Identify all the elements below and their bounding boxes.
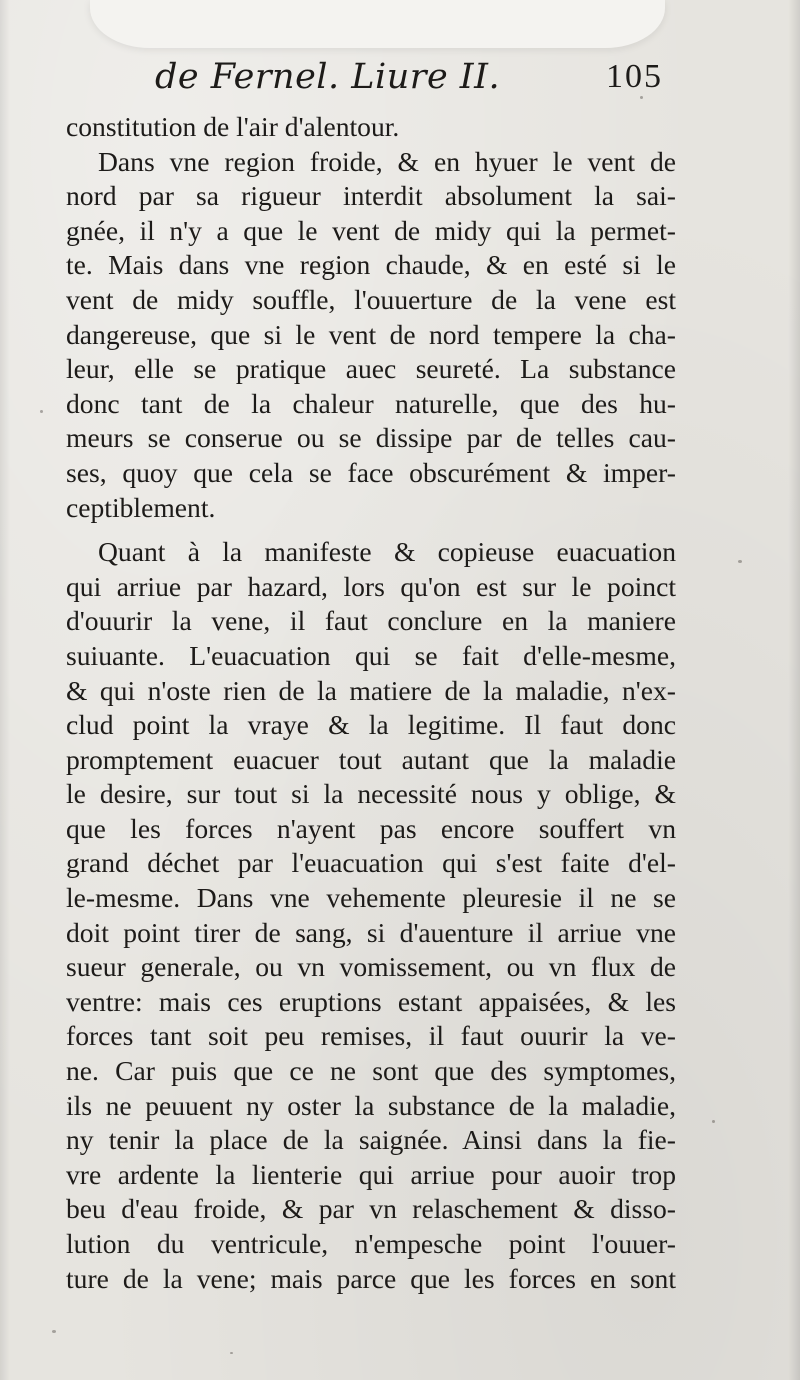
- text-line: nord par sa rigueur interdit absolument la sai-: [66, 180, 676, 212]
- text-line: ceptiblement.: [66, 491, 216, 523]
- text-line: qui arriue par hazard, lors qu'on est sur le poinct: [66, 570, 676, 602]
- text-line: ny tenir la place de la saignée. Ainsi dans la fie-: [66, 1124, 676, 1156]
- paper-speck: [640, 96, 643, 99]
- text-line: le desire, sur tout si la necessité nous y oblige, &: [66, 778, 676, 810]
- text-line: vre ardente la lienterie qui arriue pour auoir trop: [66, 1158, 676, 1190]
- text-line: forces tant soit peu remises, il faut ouurir la ve-: [66, 1020, 676, 1052]
- running-head: de Fernel. Liure II.: [155, 57, 501, 97]
- text-line: ture de la vene; mais parce que les forces en sont: [66, 1262, 676, 1294]
- text-line: d'ouurir la vene, il faut conclure en la maniere: [66, 605, 676, 637]
- text-line: meurs se conserue ou se dissipe par de telles cau-: [66, 422, 676, 454]
- paper-speck: [52, 1330, 56, 1333]
- paper-speck: [40, 410, 43, 413]
- text-line: promptement euacuer tout autant que la maladie: [66, 743, 676, 775]
- text-line: Quant à la manifeste & copieuse euacuation: [98, 536, 676, 568]
- text-line: lution du ventricule, n'empesche point l'ouuer-: [66, 1228, 676, 1259]
- text-line: leur, elle se pratique auec seureté. La substance: [66, 353, 676, 385]
- paper-speck: [712, 1120, 715, 1123]
- text-line: vent de midy souffle, l'ouuerture de la vene est: [66, 283, 676, 315]
- text-line: clud point la vraye & la legitime. Il faut donc: [66, 709, 676, 741]
- text-line: que les forces n'ayent pas encore souffert vn: [66, 812, 676, 844]
- paper-speck: [230, 1352, 233, 1354]
- text-line: donc tant de la chaleur naturelle, que des hu-: [66, 387, 676, 419]
- text-line: ventre: mais ces eruptions estant appaisées, & les: [66, 985, 676, 1017]
- text-line: grand déchet par l'euacuation qui s'est faite d'el-: [66, 847, 676, 879]
- text-line: te. Mais dans vne region chaude, & en esté si le: [66, 249, 676, 281]
- text-line: ses, quoy que cela se face obscurément & imper-: [66, 456, 676, 488]
- text-line: suiuante. L'euacuation qui se fait d'elle-mesme,: [66, 639, 676, 671]
- text-line: ils ne peuuent ny oster la substance de la maladie,: [66, 1089, 676, 1121]
- text-line: Dans vne region froide, & en hyuer le vent de: [98, 145, 676, 177]
- text-line: & qui n'oste rien de la matiere de la maladie, n'ex-: [66, 674, 676, 706]
- paragraph-gap: [66, 525, 676, 535]
- scan-tab-shadow: [90, 0, 665, 48]
- text-line: gnée, il n'y a que le vent de midy qui la permet-: [66, 214, 676, 246]
- page-number: 105: [606, 58, 663, 95]
- body-text: [66, 110, 676, 1296]
- text-line: doit point tirer de sang, si d'auenture il arriue vne: [66, 916, 676, 948]
- text-line: sueur generale, ou vn vomissement, ou vn flux de: [66, 951, 676, 983]
- page-edge-left: [0, 0, 10, 1380]
- text-line: dangereuse, que si le vent de nord tempere la cha-: [66, 318, 676, 350]
- text-line: le-mesme. Dans vne vehemente pleuresie il ne se: [66, 882, 676, 914]
- text-line: constitution de l'air d'alentour.: [66, 111, 400, 142]
- paper-speck: [738, 560, 742, 563]
- page-edge-right: [788, 0, 800, 1380]
- text-line: ne. Car puis que ce ne sont que des symptomes,: [66, 1055, 676, 1087]
- text-line: beu d'eau froide, & par vn relaschement & disso-: [66, 1193, 676, 1225]
